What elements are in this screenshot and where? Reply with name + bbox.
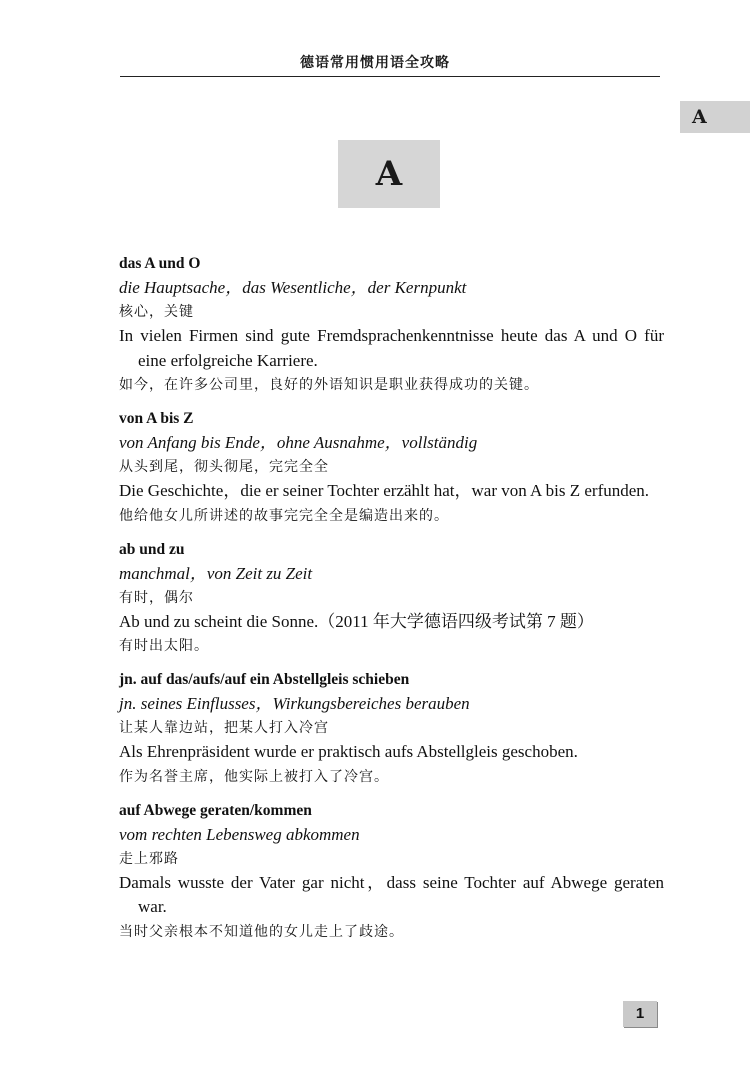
entry-meaning: von Anfang bis Ende，ohne Ausnahme，vollständig [119,433,478,452]
entry-example: Als Ehrenpräsident wurde er praktisch aufs Abstellgleis geschoben. [119,742,578,761]
entry-meaning: vom rechten Lebensweg abkommen [119,824,360,844]
header-rule [120,76,660,77]
entry-translation: 走上邪路 [119,850,179,867]
entry-meaning: die Hauptsache，das Wesentliche，der Kernpunkt [119,278,467,297]
entry-example-translation: 作为名誉主席，他实际上被打入了冷宫。 [119,768,389,785]
entry-meaning: jn. seines Einflusses，Wirkungsbereiches berauben [119,694,470,713]
entry-example: Die Geschichte，die er seiner Tochter erzählt hat，war von A bis Z erfunden. [119,481,650,500]
entry-example: Ab und zu scheint die Sonne.（2011 年大学德语四级考试第 7 题） [119,611,594,631]
entry-example-translation: 他给他女儿所讲述的故事完完全全是编造出来的。 [119,507,449,524]
entry-term: ab und zu [119,540,185,558]
entry-list [119,252,664,954]
entry-example-translation: 有时出太阳。 [119,638,209,654]
entry-translation: 从头到尾，彻头彻尾，完完全全 [119,459,329,475]
entry-term: jn. auf das/aufs/auf ein Abstellgleis schieben [119,671,410,688]
entry-abstellgleis [119,668,664,789]
page-number: 1 [623,1001,657,1027]
entry-term: das A und O [119,255,201,272]
thumb-index-tab: A [680,101,750,133]
entry-translation: 核心，关键 [119,304,194,320]
entry-das-a-und-o [119,252,664,397]
entry-ab-und-zu [119,538,664,659]
section-letter: A [338,140,440,208]
entry-example: In vielen Firmen sind gute Fremdsprachenkenntnisse heute das A und O für eine erfolgreiche Karriere. [119,326,664,370]
entry-abwege [119,799,664,944]
entry-example: Damals wusste der Vater gar nicht，dass seine Tochter auf Abwege geraten war. [119,872,664,916]
entry-meaning: manchmal，von Zeit zu Zeit [119,563,313,583]
entry-translation: 有时，偶尔 [119,589,194,606]
entry-term: von A bis Z [119,410,194,427]
entry-von-a-bis-z [119,407,664,528]
entry-translation: 让某人靠边站，把某人打入冷宫 [119,720,329,736]
entry-example-translation: 当时父亲根本不知道他的女儿走上了歧途。 [119,923,404,940]
entry-term: auf Abwege geraten/kommen [119,801,312,819]
entry-example-translation: 如今，在许多公司里，良好的外语知识是职业获得成功的关键。 [119,377,539,393]
running-title: 德语常用惯用语全攻略 [300,55,450,71]
